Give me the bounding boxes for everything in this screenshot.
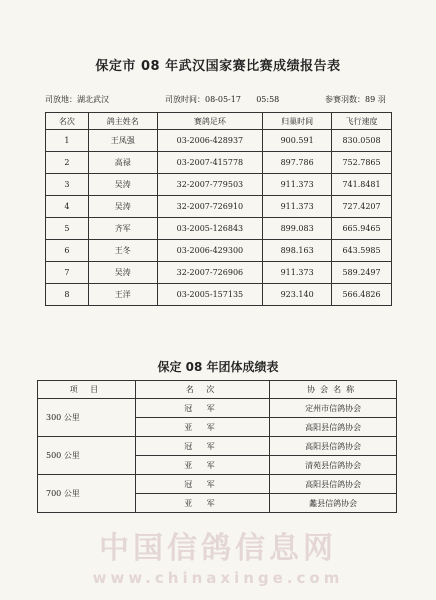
place-cell: 冠 军	[135, 399, 270, 418]
header-category: 项 目	[38, 381, 136, 399]
ring-cell: 32-2007-726906	[157, 262, 263, 284]
team-header-row	[38, 381, 397, 399]
association-cell: 高阳县信鸽协会	[270, 437, 397, 456]
place-cell: 亚 军	[135, 418, 270, 437]
header-place: 名 次	[135, 381, 270, 399]
header-speed: 飞行速度	[332, 113, 392, 130]
rank-cell: 2	[46, 152, 89, 174]
distance-cell: 700 公里	[38, 475, 136, 513]
rank-cell: 5	[46, 218, 89, 240]
owner-cell: 吴涛	[88, 174, 157, 196]
race-info	[45, 94, 390, 106]
release-time: 司放时间：08-05-17 05:58	[165, 95, 280, 104]
owner-cell: 齐军	[88, 218, 157, 240]
header-owner: 鸽主姓名	[88, 113, 157, 130]
table-row	[46, 174, 392, 196]
table-row	[46, 284, 392, 306]
arrival-cell: 898.163	[263, 240, 332, 262]
speed-cell: 752.7865	[332, 152, 392, 174]
association-cell: 高阳县信鸽协会	[270, 418, 397, 437]
ring-cell: 03-2007-415778	[157, 152, 263, 174]
place-cell: 冠 军	[135, 475, 270, 494]
speed-cell: 830.0508	[332, 130, 392, 152]
rank-cell: 3	[46, 174, 89, 196]
results-header-row	[46, 113, 392, 130]
owner-cell: 王凤强	[88, 130, 157, 152]
association-cell: 清苑县信鸽协会	[270, 456, 397, 475]
arrival-cell: 923.140	[263, 284, 332, 306]
table-row	[38, 475, 397, 494]
speed-cell: 727.4207	[332, 196, 392, 218]
release-place: 司放地：湖北武汉	[45, 95, 109, 104]
report-title: 保定市 08 年武汉国家赛比赛成绩报告表	[95, 59, 341, 74]
arrival-cell: 911.373	[263, 262, 332, 284]
results-table	[45, 112, 392, 306]
team-title: 保定 08 年团体成绩表	[157, 360, 279, 374]
speed-cell: 643.5985	[332, 240, 392, 262]
ring-cell: 03-2006-429300	[157, 240, 263, 262]
arrival-cell: 899.083	[263, 218, 332, 240]
owner-cell: 吴涛	[88, 262, 157, 284]
rank-cell: 4	[46, 196, 89, 218]
header-rank: 名次	[46, 113, 89, 130]
table-row	[46, 262, 392, 284]
owner-cell: 高禄	[88, 152, 157, 174]
arrival-cell: 900.591	[263, 130, 332, 152]
distance-cell: 500 公里	[38, 437, 136, 475]
speed-cell: 665.9465	[332, 218, 392, 240]
association-cell: 高阳县信鸽协会	[270, 475, 397, 494]
header-arrival: 归巢时间	[263, 113, 332, 130]
ring-cell: 03-2005-126843	[157, 218, 263, 240]
place-cell: 冠 军	[135, 437, 270, 456]
speed-cell: 566.4826	[332, 284, 392, 306]
entry-count: 参赛羽数：89 羽	[325, 95, 386, 104]
table-row	[46, 152, 392, 174]
rank-cell: 6	[46, 240, 89, 262]
table-row	[46, 240, 392, 262]
ring-cell: 03-2006-428937	[157, 130, 263, 152]
speed-cell: 741.8481	[332, 174, 392, 196]
watermark-url: www.chinaxinge.com	[92, 569, 344, 587]
rank-cell: 7	[46, 262, 89, 284]
speed-cell: 589.2497	[332, 262, 392, 284]
arrival-cell: 911.373	[263, 196, 332, 218]
arrival-cell: 911.373	[263, 174, 332, 196]
association-cell: 定州市信鸽协会	[270, 399, 397, 418]
team-table	[37, 380, 397, 513]
table-row	[46, 218, 392, 240]
table-row	[38, 399, 397, 418]
header-ring: 赛鸽足环	[157, 113, 263, 130]
arrival-cell: 897.786	[263, 152, 332, 174]
table-row	[46, 196, 392, 218]
rank-cell: 1	[46, 130, 89, 152]
rank-cell: 8	[46, 284, 89, 306]
place-cell: 亚 军	[135, 494, 270, 513]
ring-cell: 32-2007-726910	[157, 196, 263, 218]
header-association: 协会名称	[270, 381, 397, 399]
owner-cell: 王冬	[88, 240, 157, 262]
table-row	[46, 130, 392, 152]
ring-cell: 32-2007-779503	[157, 174, 263, 196]
distance-cell: 300 公里	[38, 399, 136, 437]
owner-cell: 王洋	[88, 284, 157, 306]
association-cell: 蠡县信鸽协会	[270, 494, 397, 513]
place-cell: 亚 军	[135, 456, 270, 475]
owner-cell: 吴涛	[88, 196, 157, 218]
ring-cell: 03-2005-157135	[157, 284, 263, 306]
watermark-text: 中国信鸽信息网	[99, 531, 337, 566]
table-row	[38, 437, 397, 456]
